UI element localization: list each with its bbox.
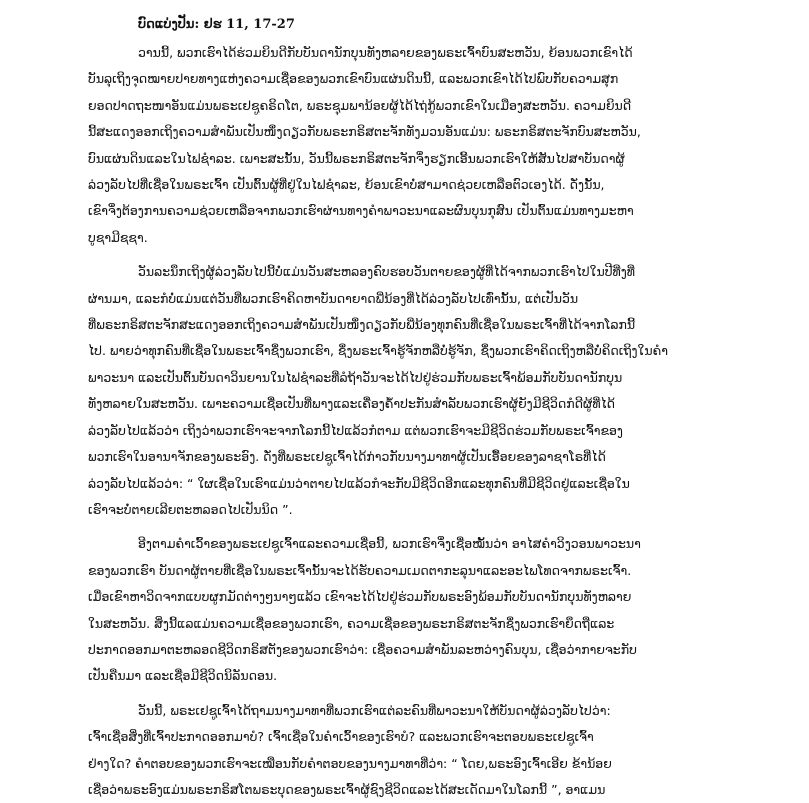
paragraph-line: ອີງຕາມຄຳເວົ້າຂອງພຣະເຢຊູເຈົ້າແລະຄວາມເຊື່ອນີ້, ພວກເຮົາຈຶ່ງເຊື່ອໝັ້ນວ່າ ອາໄສຄຳວິງວອນພາວະນາ xyxy=(138,536,641,552)
paragraph xyxy=(88,698,769,803)
paragraph-line: ຢ່າງໃດ? ຄຳຕອບຂອງພວກເຮົາຈະເໝືອນກັບຄຳຕອບຂອງນາງມາທາທີ່ວ່າ: “ ໂດຍ,ພຣະອົງເຈົ້າເອີຍ ຂ້ານ້ອຍ xyxy=(88,755,612,771)
paragraph-gap xyxy=(88,690,769,698)
paragraph xyxy=(88,259,769,523)
paragraph-line: ລ່ວງລັບໄປແລ້ວວ່າ: “ ໃຜເຊື່ອໃນເຮົາແມ່ນວ່າຕາຍໄປແລ້ວກໍຈະກັບມີຊີວິດອີກແລະທຸກຄົນທີ່ມີຊີວິດຢູ່ແລະເຊື່ອໃນ xyxy=(88,475,630,491)
paragraph-line: ເຊື່ອວ່າພຣະອົງແມ່ນພຣະກຣິສໂຕພຣະບຸດຂອງພຣະເຈົ້າຜູ້ຊົງຊີວິດແລະໄດ້ສະເດັດມາໃນໂລກນີ້ ”, ອາແມນ xyxy=(88,781,606,797)
paragraph-line: ວັນນີ້, ພຣະເຢຊູເຈົ້າໄດ້ຖາມນາງມາທາທີ່ພວກເຮົາແຕ່ລະຄົນທີ່ພາວະນາໃຫ້ບັນດາຜູ້ລ່ວງລັບໄປວ່າ: xyxy=(138,702,611,718)
paragraph-gap xyxy=(88,523,769,531)
paragraph-line: ບູຊາມີຊຊາ. xyxy=(88,229,148,245)
paragraph-gap xyxy=(88,251,769,259)
paragraph-line: ວັນລະນຶກເຖິງຜູ້ລ່ວງລັບໄປນີ້ບໍ່ແມ່ນວັນສະຫລອງຄົບຮອບວັນຕາຍຂອງຜູ້ທີ່ໄດ້ຈາກພວກເຮົາໄປໃນປີທີ່ງທີ່ xyxy=(138,264,635,280)
paragraph-line: ພວກເຮົາໃນອານາຈັກຂອງພຣະອົງ. ດັ່ງທີ່ພຣະເຢຊູເຈົ້າໄດ້ກ່າວກັບນາງມາທາຜູ້ເປັນເອື້ອຍຂອງລາຊາໂຣທີ່ໄດ້ xyxy=(88,449,606,465)
paragraph xyxy=(88,40,769,251)
paragraph-line: ເຂົາຈຶ່ງຕ້ອງການຄວາມຊ່ວຍເຫລືອຈາກພວກເຮົາຜ່ານທາງຄຳພາວະນາແລະຜົນບຸນກຸສົນ ເປັນຕົ້ນແມ່ນທາງມະຫາ xyxy=(88,203,634,219)
paragraph-line: ຜ່ານມາ, ແລະກໍບໍ່ແມ່ນແຕ່ວັນທີ່ພວກເຮົາຄິດຫາບັນດາຍາດພີ່ນ້ອງທີ່ໄດ້ລ່ວງລັບໄປເທົ່ານັ້ນ, ແຕ່ເປັນວັນ xyxy=(88,290,579,306)
heading-title: ບົດແບ່ງປັນ: ຢຮ xyxy=(138,17,222,32)
paragraph-line: ເປັນຄືນມາ ແລະເຊື່ອມີຊີວິດນິລັນດອນ. xyxy=(88,668,278,684)
paragraph-line: ປະກາດອອກມາຕະຫລອດຊີວິດກຣິສຕັງຂອງພວກເຮົາວ່າ: ເຊື່ອຄວາມສຳພັນລະຫວ່າງຄົນບຸນ, ເຊື່ອວ່າກາຍຈະກັບ xyxy=(88,641,637,657)
paragraph-line: ວານນີ້, ພວກເຮົາໄດ້ຮ່ວມຍິນດີກັບບັນດານັກບຸນທັງຫລາຍຂອງພຣະເຈົ້າບົນສະຫວັນ, ຍ້ອນພວກເຂົາໄດ້ xyxy=(138,45,633,60)
paragraph-line: ນີ້ສະແດງອອກເຖິງຄວາມສຳພັນເປັນໜຶ່ງດຽວກັບພຣະກຣິສຕະຈັກທັງມວນອັນແມ່ນ: ພຣະກຣິສຕະຈັກບົນສະຫວັນ, xyxy=(88,124,641,140)
paragraph-line: ຂອງພວກເຮົາ ບັນດາຜູ້ຕາຍທີ່ເຊື່ອໃນພຣະເຈົ້ານັ້ນຈະໄດ້ຮັບຄວາມເມດຕາກະລຸນາແລະອະໄພໂທດຈາກພຣະເຈົ້າ. xyxy=(88,562,632,578)
paragraph-line: ບົນແຜ່ນດິນແລະໃນໄຟຊຳລະ. ເພາະສະນັ້ນ, ວັນນີ້ພຣະກຣິສຕະຈັກຈຶ່ງຮຽກເອີ້ນພວກເຮົາໃຫ້ສັນໄປສາບັນດາຜູ້ xyxy=(88,150,625,166)
paragraph-line: ເຮົາຈະບໍ່ຕາຍເລີຍຕະຫລອດໄປເປັນນິດ ”. xyxy=(88,501,293,517)
paragraph-line: ທັງຫລາຍໃນສະຫວັນ. ເພາະຄວາມເຊື່ອເປັນທີ່ພາງແລະເຄື່ອງຄ້ຳປະກັນສຳລັບພວກເຮົາຜູ້ຍັງມີຊີວິດກໍດີຜູ້ທີ່ໄດ້ xyxy=(88,396,616,412)
paragraph-line: ໄປ. ພາຍວ່າທຸກຄົນທີ່ເຊື່ອໃນພຣະເຈົ້າຊຶ່ງພວກເຮົາ, ຊຶ່ງພຣະເຈົ້າຮູ້ຈັກຫລືບໍ່ຮູ້ຈັກ, ຊຶ່ງພວກເຮົາຄິດເຖິງຫລືບໍ່ຄິດເຖິງໃນຄຳ xyxy=(88,343,668,359)
paragraph-line: ຍອດປາດຖະໜາອັນແມ່ນພຣະເຢຊູຄຣິດໂຕ, ພຣະຊຸມພານ້ອຍຜູ້ໄດ້ໄຖ່ກູ້ພວກເຂົາໃນເມືອງສະຫວັນ. ຄວາມຍິນດີ xyxy=(88,97,632,113)
document-heading xyxy=(138,10,769,40)
heading-reference: 11, 17-27 xyxy=(226,17,295,32)
paragraph-line: ເມື່ອເຂົາຫາວິດຈາກແບບຜູກມັດຕ່າງໆນາໆແລ້ວ ເຂົາຈະໄດ້ໄປຢູ່ຮ່ວມກັບພຣະອົງພ້ອມກັບບັນດານັກບຸນທັງຫລາຍ xyxy=(88,589,632,605)
paragraph-line: ບັນລຸເຖິງຈຸດໝາຍປາຍທາງແຫ່ງຄວາມເຊື່ອຂອງພວກເຂົາບົນແຜ່ນດິນນີ້, ແລະພວກເຂົາໄດ້ໄປພົບກັບຄວາມສຸກ xyxy=(88,71,619,87)
paragraph-line: ລ່ວງລັບໄປແລ້ວວ່າ ເຖິງວ່າພວກເຮົາຈະຈາກໂລກນີ້ໄປແລ້ວກໍຕາມ ແຕ່ພວກເຮົາຈະມີຊີວິດຮ່ວມກັບພຣະເຈົ້າຂອງ xyxy=(88,422,623,438)
paragraph-line: ພາວະນາ ແລະເປັນຕົ້ນບັນດາວິນຍານໃນໄຟຊຳລະທີ່ລໍຖ້າວັນຈະໄດ້ໄປຢູ່ຮ່ວມກັບພຣະເຈົ້າພ້ອມກັບບັນດານັກບຸນ xyxy=(88,369,623,385)
paragraph-line: ເຈົ້າເຊື່ອສິ່ງທີ່ເຈົ້າປະກາດອອກມາບໍ? ເຈົ້າເຊື່ອໃນຄຳເວົ້າຂອງເຮົາບໍ? ແລະພວກເຮົາຈະຕອບພຣະເຢຊູເຈົ້າ xyxy=(88,729,594,745)
paragraph-line: ໃນສະຫວັນ. ສິ່ງນີ້ແລແມ່ນຄວາມເຊື່ອຂອງພວກເຮົາ, ຄວາມເຊື່ອຂອງພຣະກຣິສຕະຈັກຊຶ່ງພວກເຮົາຍຶດຖືແລະ xyxy=(88,615,615,631)
paragraph-line: ທີ່ພຣະກຣິສຕະຈັກສະແດງອອກເຖິງຄວາມສຳພັນເປັນໜຶ່ງດຽວກັບພີ່ນ້ອງທຸກຄົນທີ່ເຊື່ອໃນພຣະເຈົ້າທີ່ໄດ້ຈາກໂລກນີ້ xyxy=(88,317,636,333)
paragraph-line: ລ່ວງລັບໄປທີ່ເຊື່ອໃນພຣະເຈົ້າ ເປັນຕົ້ນຜູ້ທີ່ຢູ່ໃນໄຟຊຳລະ, ຍ້ອນເຂົາບໍ່ສາມາດຊ່ວຍເຫລືອຕົວເອງໄດ້. ດັ່ງນັ້ນ, xyxy=(88,177,605,193)
document-body xyxy=(88,40,769,803)
paragraph xyxy=(88,531,769,689)
